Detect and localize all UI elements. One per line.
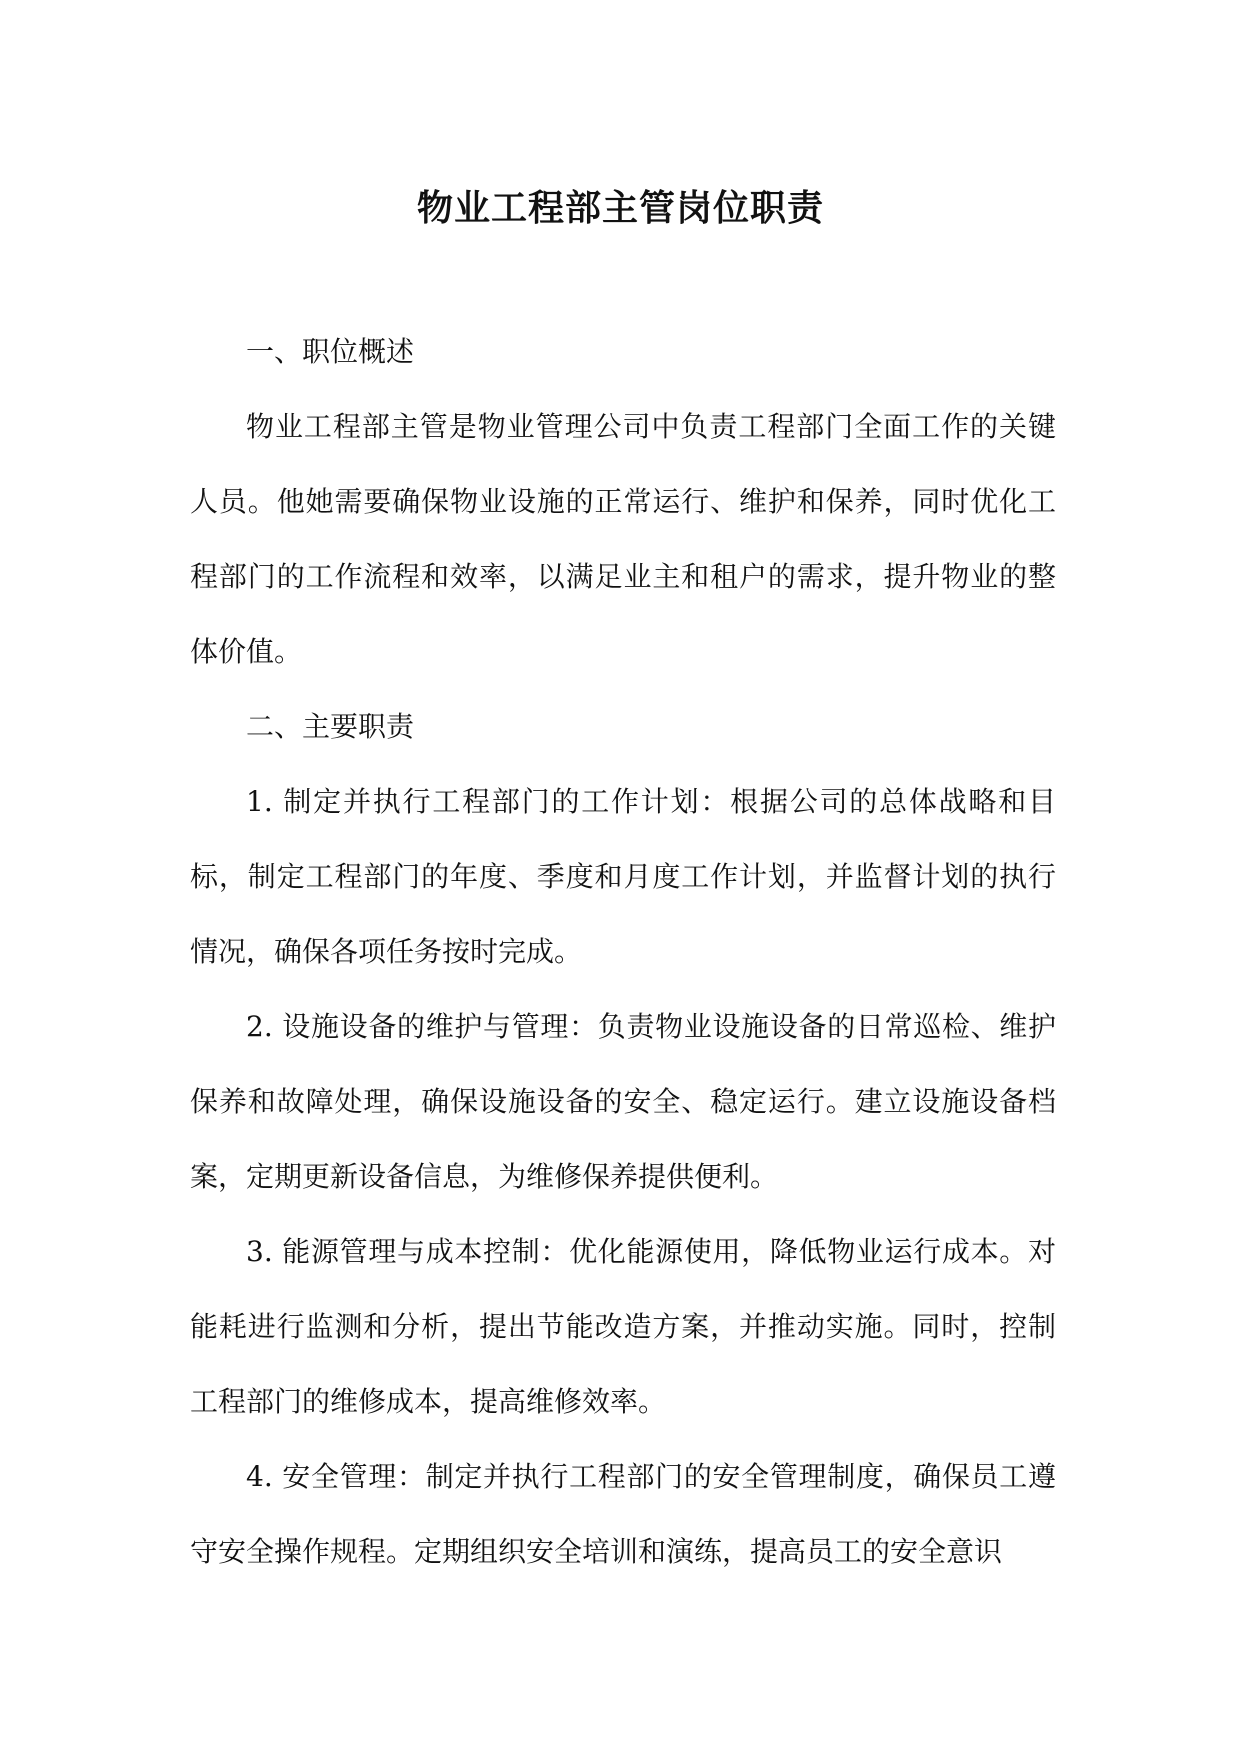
paragraph-overview: 物业工程部主管是物业管理公司中负责工程部门全面工作的关键人员。他她需要确保物业设施的正常运行、维护和保养，同时优化工程部门的工作流程和效率，以满足业主和租户的需求，提升物业的整体价值。	[190, 410, 1056, 668]
duty-item-4: 4. 安全管理：制定并执行工程部门的安全管理制度，确保员工遵守安全操作规程。定期组织安全培训和演练，提高员工的安全意识	[190, 1460, 1056, 1568]
duty-item-2: 2. 设施设备的维护与管理：负责物业设施设备的日常巡检、维护保养和故障处理，确保设施设备的安全、稳定运行。建立设施设备档案，定期更新设备信息，为维修保养提供便利。	[190, 1010, 1056, 1193]
section-heading-duties: 二、主要职责	[246, 710, 415, 743]
duty-item-3: 3. 能源管理与成本控制：优化能源使用，降低物业运行成本。对能耗进行监测和分析，提出节能改造方案，并推动实施。同时，控制工程部门的维修成本，提高维修效率。	[190, 1235, 1056, 1418]
document-body	[190, 314, 1056, 1589]
document-title: 物业工程部主管岗位职责	[416, 187, 824, 229]
section-heading-overview: 一、职位概述	[246, 335, 415, 368]
duty-item-1: 1. 制定并执行工程部门的工作计划：根据公司的总体战略和目标，制定工程部门的年度、季度和月度工作计划，并监督计划的执行情况，确保各项任务按时完成。	[190, 785, 1056, 968]
